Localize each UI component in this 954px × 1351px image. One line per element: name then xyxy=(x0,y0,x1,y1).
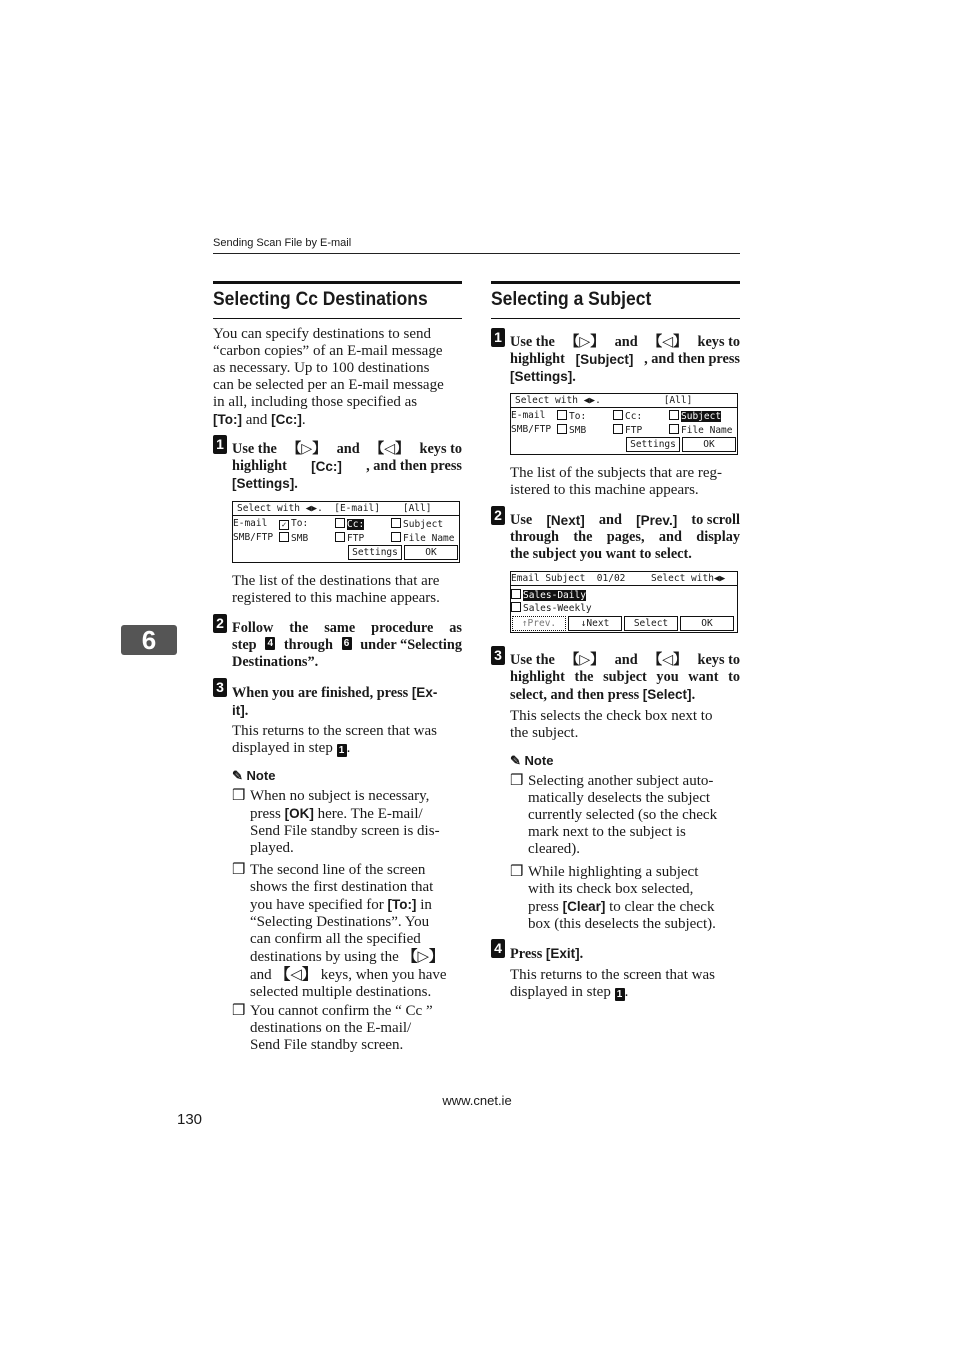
step-ref-badge: 1 xyxy=(337,744,347,757)
note-line: press [OK] here. The E-mail/ xyxy=(250,806,423,822)
left-step3-text xyxy=(232,684,462,720)
step-line: [Settings]. xyxy=(510,369,576,385)
step-line: Use the 【▷】 and 【◁】 keys to xyxy=(510,652,740,668)
step-line: it]. xyxy=(232,703,249,719)
lcd-option-filename: File Name xyxy=(391,532,454,544)
left-heading-rule-top xyxy=(213,281,462,284)
step-number-badge: 2 xyxy=(213,614,227,633)
step-line: step 4 through 6 under “Selecting xyxy=(232,637,462,653)
chapter-tab: 6 xyxy=(121,625,177,655)
lcd-option-ftp: FTP xyxy=(335,532,364,544)
lcd-screen-subject-list xyxy=(510,571,738,633)
pencil-icon: ✎ xyxy=(510,753,521,768)
left-note-3: ❒ You cannot confirm the “ Cc ” destinations on the E-mail/ Send File standby screen. xyxy=(232,1003,433,1053)
left-heading-rule-bottom xyxy=(213,318,462,319)
lcd-option-cc: Cc: xyxy=(335,518,364,530)
lcd-option-smb: SMB xyxy=(279,532,308,544)
step-line: displayed in step 1 . xyxy=(232,740,351,756)
lcd-settings-button[interactable]: Settings xyxy=(348,545,402,560)
step-line: [Settings]. xyxy=(232,476,298,492)
left-section-heading: Selecting Cc Destinations xyxy=(213,289,428,310)
intro-line: You can specify destinations to send xyxy=(213,326,432,342)
lcd-option-subject: Subject xyxy=(669,410,721,422)
step-number-badge: 1 xyxy=(213,435,227,454)
left-note-heading: ✎ Note xyxy=(232,768,276,783)
step-line: highlight [Subject] , and then press xyxy=(510,351,740,367)
checkbox-bullet-icon: ❒ xyxy=(232,788,246,804)
lcd-settings-button[interactable]: Settings xyxy=(626,437,680,452)
checkbox xyxy=(335,532,345,542)
footer-url: www.cnet.ie xyxy=(442,1093,512,1108)
lcd-option-filename: File Name xyxy=(669,424,732,436)
right-step1-result: The list of the subjects that are reg- istered to this machine appears. xyxy=(510,465,723,498)
lcd-smb-label: SMB/FTP xyxy=(233,532,274,543)
right-heading-rule-bottom xyxy=(491,318,740,319)
checkbox-checked: ✓ xyxy=(279,520,289,530)
lcd-smb-label: SMB/FTP xyxy=(511,424,552,435)
checkbox xyxy=(613,410,623,420)
checkbox xyxy=(669,424,679,434)
lcd-option-ftp: FTP xyxy=(613,424,642,436)
right-step2-text: Use [Next] and [Prev.] to scroll through the pages, and display the subject you want to select. xyxy=(510,512,740,562)
note-line: and 【◁】 keys, when you have xyxy=(250,965,447,983)
checkbox-bullet-icon: ❒ xyxy=(510,864,524,880)
right-step1-text xyxy=(510,334,740,386)
lcd-ok-button[interactable]: OK xyxy=(680,616,734,631)
left-note-1: ❒ When no subject is necessary, press [OK] here. The E-mail/ Send File standby screen is dis- played. xyxy=(232,788,462,857)
right-heading-rule-top xyxy=(491,281,740,284)
step-number-badge: 2 xyxy=(491,506,505,525)
note-line: destinations by using the 【▷】 xyxy=(250,947,445,965)
note-line: press [Clear] to clear the check xyxy=(528,899,715,915)
intro-line: as necessary. Up to 100 destinations xyxy=(213,360,430,376)
checkbox-bullet-icon: ❒ xyxy=(232,862,246,878)
lcd-email-label: E-mail xyxy=(511,410,546,421)
lcd-option-cc: Cc: xyxy=(613,410,642,422)
right-step3-result: This selects the check box next to the subject. xyxy=(510,708,713,741)
lcd-title-row: Select with ◀▶. [All] xyxy=(515,395,693,406)
checkbox xyxy=(511,589,521,599)
step-line: Use the 【▷】 and 【◁】 keys to xyxy=(510,334,740,350)
left-step1-result: The list of the destinations that are registered to this machine appears. xyxy=(232,573,440,606)
step-line: displayed in step 1 . xyxy=(510,984,629,1000)
intro-line: can be selected per an E-mail message xyxy=(213,377,444,393)
lcd-next-button[interactable]: ↓Next xyxy=(568,616,622,631)
step-number-badge: 3 xyxy=(213,678,227,697)
checkbox-bullet-icon: ❒ xyxy=(232,1003,246,1019)
right-note-heading: ✎ Note xyxy=(510,753,554,768)
step-line: highlight [Cc:] , and then press xyxy=(232,458,462,474)
lcd-email-label: E-mail xyxy=(233,518,268,529)
intro-line: in all, including those specified as xyxy=(213,394,418,410)
page-number: 130 xyxy=(177,1111,203,1128)
lcd-prev-button[interactable]: ↑Prev. xyxy=(512,616,566,631)
intro-line: “carbon copies” of an E-mail message xyxy=(213,343,443,359)
step-number-badge: 3 xyxy=(491,646,505,665)
left-intro xyxy=(213,326,462,429)
left-step3-result: This returns to the screen that was displayed in step 1 . xyxy=(232,723,462,757)
lcd-subject-title: Email Subject 01/02 xyxy=(511,573,626,584)
note-line: you have specified for [To:] in xyxy=(250,897,432,913)
checkbox xyxy=(669,410,679,420)
step-number-badge: 4 xyxy=(491,939,505,958)
lcd-option-smb: SMB xyxy=(557,424,586,436)
intro-line: [To:] and [Cc:]. xyxy=(213,412,306,428)
step-line: select, and then press [Select]. xyxy=(510,687,696,703)
lcd-screen-cc xyxy=(232,501,460,563)
right-step3-text: Use the 【▷】 and 【◁】 keys to highlight the subject you want to select, and then press [Select]. xyxy=(510,652,740,703)
checkbox-bullet-icon: ❒ xyxy=(510,773,524,789)
checkbox xyxy=(391,532,401,542)
right-step4-result: This returns to the screen that was displayed in step 1 . xyxy=(510,967,740,1001)
lcd-divider xyxy=(511,585,737,586)
running-title: Sending Scan File by E-mail xyxy=(213,237,352,249)
checkbox xyxy=(335,518,345,528)
lcd-select-button[interactable]: Select xyxy=(624,616,678,631)
header-rule xyxy=(213,253,740,254)
lcd-subject-item-2[interactable]: Sales-Weekly xyxy=(511,602,592,614)
checkbox xyxy=(279,532,289,542)
checkbox xyxy=(557,424,567,434)
left-step2-text: Follow the same procedure as step 4 through 6 under “Selecting Destinations”. xyxy=(232,620,462,670)
left-step1-text xyxy=(232,441,462,493)
lcd-divider xyxy=(511,407,737,408)
checkbox xyxy=(511,602,521,612)
lcd-title-row: Select with ◀▶. [E-mail] [All] xyxy=(237,503,432,514)
checkbox xyxy=(391,518,401,528)
checkbox xyxy=(613,424,623,434)
step-ref-badge: 1 xyxy=(615,988,625,1001)
right-note-1: ❒ Selecting another subject auto- matically deselects the subject currently selected (so the check mark next to the subject is cleared). xyxy=(510,773,718,857)
left-note-2: ❒ The second line of the screen shows the first destination that you have specified for [To:] in “Selecting Destinations”. You can confirm all the specified destinations by using the 【▷】 and 【◁】 keys, when you have selected multiple destinations. xyxy=(232,862,462,1001)
step-line: Use [Next] and [Prev.] to scroll xyxy=(510,512,740,528)
checkbox xyxy=(557,410,567,420)
lcd-option-to: ✓ To: xyxy=(279,518,308,530)
lcd-ok-button[interactable]: OK xyxy=(404,545,458,560)
pencil-icon: ✎ xyxy=(232,768,243,783)
lcd-subject-item-1[interactable]: Sales-Daily xyxy=(511,589,586,601)
lcd-screen-subject-select xyxy=(510,393,738,455)
lcd-ok-button[interactable]: OK xyxy=(682,437,736,452)
step-line: Use the 【▷】 and 【◁】 keys to xyxy=(232,441,462,457)
lcd-option-subject: Subject xyxy=(391,518,443,530)
right-section-heading: Selecting a Subject xyxy=(491,289,652,310)
lcd-divider xyxy=(233,515,459,516)
step-number-badge: 1 xyxy=(491,328,505,347)
step-line: When you are finished, press [Ex- xyxy=(232,685,438,701)
right-note-2: ❒ While highlighting a subject with its check box selected, press [Clear] to clear the check box (this deselects the subject). xyxy=(510,864,740,933)
lcd-option-to: To: xyxy=(557,410,586,422)
lcd-select-with: Select with◀▶ xyxy=(651,573,726,584)
right-step4-text: Press [Exit]. xyxy=(510,946,584,962)
